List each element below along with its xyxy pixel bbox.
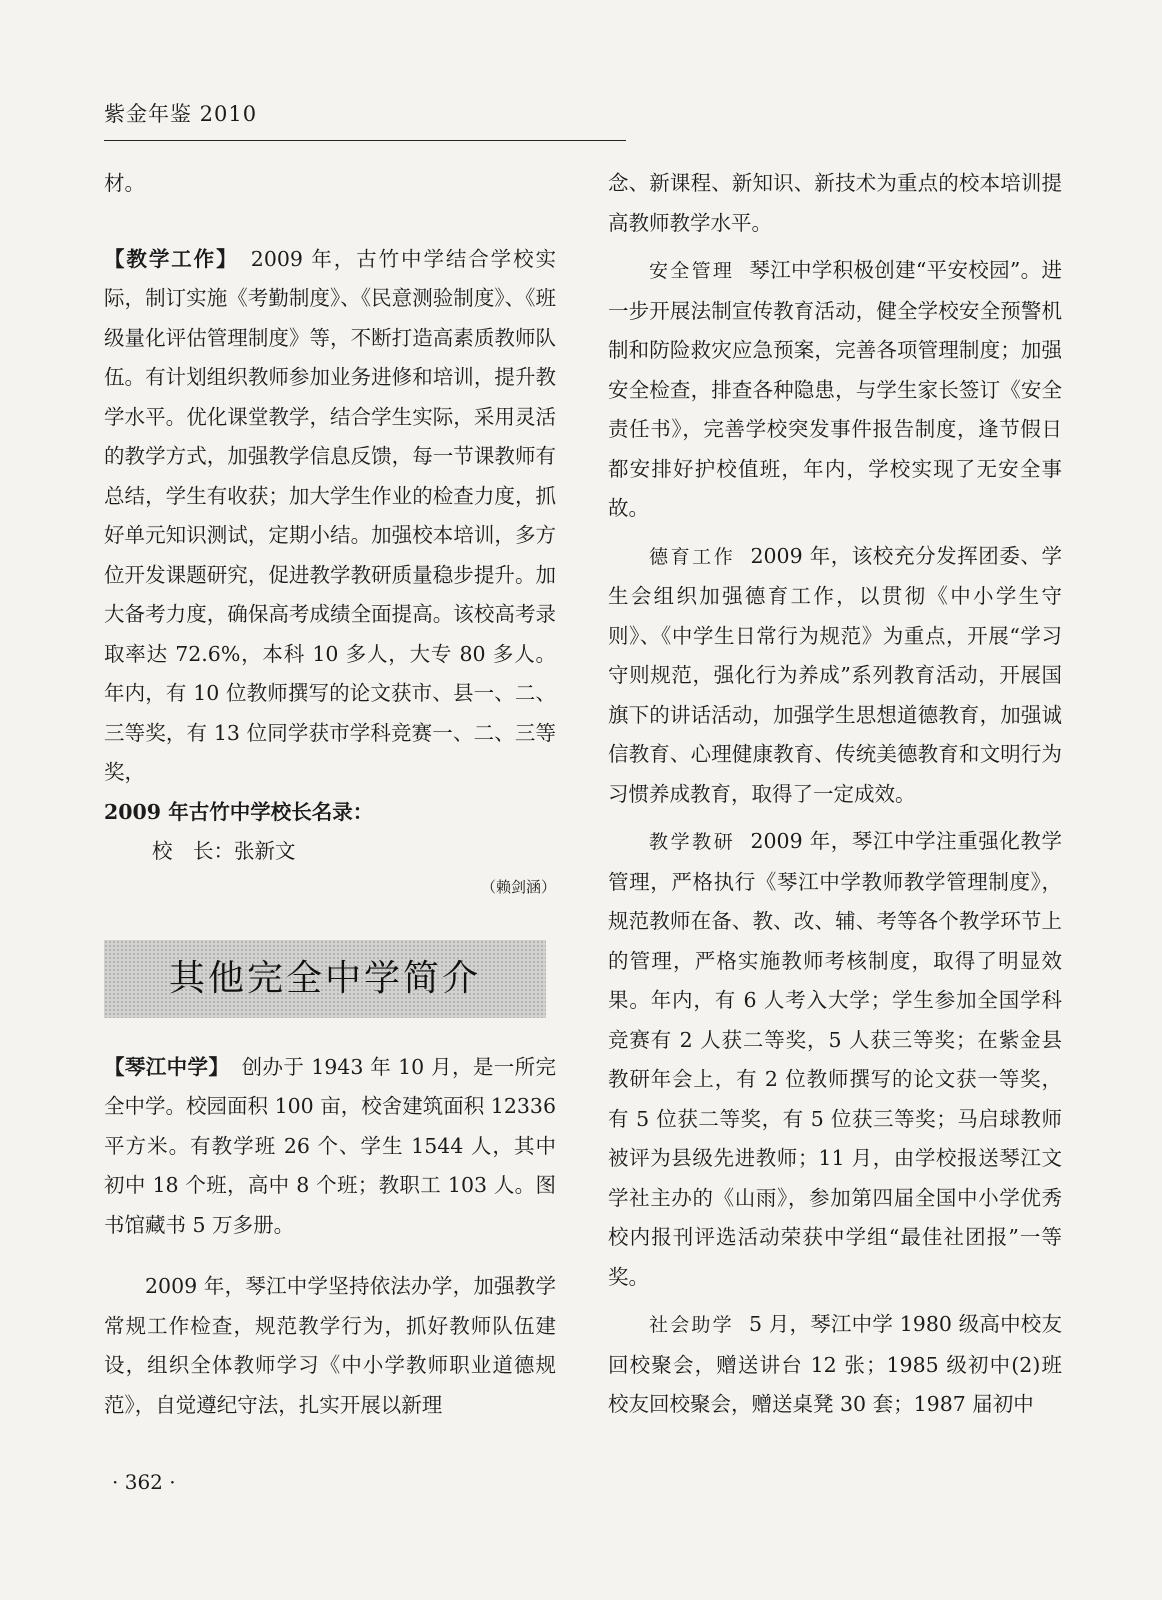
section-banner [104, 940, 546, 1018]
qinjiang-heading: 【琴江中学】 [104, 1054, 230, 1079]
running-head: 紫金年鉴 2010 [104, 102, 258, 126]
safety-paragraph [608, 251, 1062, 529]
moral-paragraph [608, 537, 1062, 815]
teaching-paragraph [104, 240, 556, 793]
social-paragraph [608, 1305, 1062, 1425]
section-title: 其他完全中学简介 [168, 957, 481, 999]
research-paragraph [608, 822, 1062, 1297]
moral-text: 2009 年，该校充分发挥团委、学生会组织加强德育工作，以贯彻《中小学生守则》、《中学生日常行为规范》为重点，开展“学习守则规范，强化行为养成”系列教育活动，开展国旗下的讲话活动，加强学生思想道德教育，加强诚信教育、心理健康教育、传统美德教育和文明行为习惯养成教育，取得了一定成效。 [608, 543, 1062, 806]
qinjiang-text: 创办于 1943 年 10 月，是一所完全中学。校园面积 100 亩，校舍建筑面积 12336 平方米。有教学班 26 个、学生 1544 人，其中初中 18 个班，高中 8 个班；教职工 103 人。图书馆藏书 5 万多册。 [104, 1054, 557, 1237]
social-heading: 社会助学 [649, 1314, 734, 1336]
qinjiang-paragraph [104, 1048, 556, 1246]
moral-heading: 德育工作 [649, 545, 736, 568]
right-column [608, 164, 1062, 1425]
page-number: · 362 · [112, 1470, 176, 1494]
research-text: 2009 年，琴江中学注重强化教学管理，严格执行《琴江中学教师教学管理制度》，规范教师在备、教、改、辅、考等各个教学环节上的管理，严格实施教师考核制度，取得了明显效果。年内，有 6 人考入大学；学生参加全国学科竞赛有 2 人获二等奖，5 人获三等奖；在紫金县教研年会上，有 2 位教师撰写的论文获一等奖，有 5 位获二等奖，有 5 位获三等奖；马启球教师被评为县级先进教师；11 月，由学校报送琴江文学社主办的《山雨》，参加第四届全国中小学优秀校内报刊评选活动荣获中学组“最佳社团报”一等奖。 [608, 829, 1062, 1289]
principal-entry: 校 长：张新文 [152, 839, 296, 863]
author-credit: （赖剑涵） [480, 877, 556, 896]
teaching-text: 2009 年，古竹中学结合学校实际，制订实施《考勤制度》、《民意测验制度》、《班级量化评估管理制度》等，不断打造高素质教师队伍。有计划组织教师参加业务进修和培训，提升教学水平。优化课堂教学，结合学生实际，采用灵活的教学方式，加强教学信息反馈，每一节课教师有总结，学生有收获；加大学生作业的检查力度，抓好单元知识测试，定期小结。加强校本培训，多方位开发课题研究，促进教学教研质量稳步提升。加大备考力度，确保高考成绩全面提高。该校高考录取率达 72.6%，本科 10 多人，大专 80 多人。年内，有 10 位教师撰写的论文获市、县一、二、三等奖，有 13 位同学获市学科竞赛一、二、三等奖， [104, 246, 557, 784]
principal-list-title: 2009 年古竹中学校长名录： [104, 799, 374, 824]
social-text: 5 月，琴江中学 1980 级高中校友回校聚会，赠送讲台 12 张；1985 级初中(2)班校友回校聚会，赠送桌凳 30 套；1987 届初中 [608, 1312, 1062, 1416]
teaching-heading: 【教学工作】 [104, 246, 239, 271]
research-heading: 教学教研 [649, 831, 736, 853]
left-column [104, 164, 556, 1425]
continued-paragraph: 材。 [104, 171, 145, 195]
qinjiang-2009-paragraph: 2009 年，琴江中学坚持依法办学，加强教学常规工作检查，规范教学行为，抓好教师队伍建设，组织全体教师学习《中小学教师职业道德规范》，自觉遵纪守法，扎实开展以新理 [104, 1274, 556, 1417]
continued-paragraph-right: 念、新课程、新知识、新技术为重点的校本培训提高教师教学水平。 [608, 171, 1062, 235]
safety-heading: 安全管理 [649, 260, 735, 282]
safety-text: 琴江中学积极创建“平安校园”。进一步开展法制宣传教育活动，健全学校安全预警机制和防险救灾应急预案，完善各项管理制度；加强安全检查，排查各种隐患，与学生家长签订《安全责任书》，完善学校突发事件报告制度，逢节假日都安排好护校值班，年内，学校实现了无安全事故。 [608, 258, 1062, 520]
header-rule [104, 140, 626, 141]
